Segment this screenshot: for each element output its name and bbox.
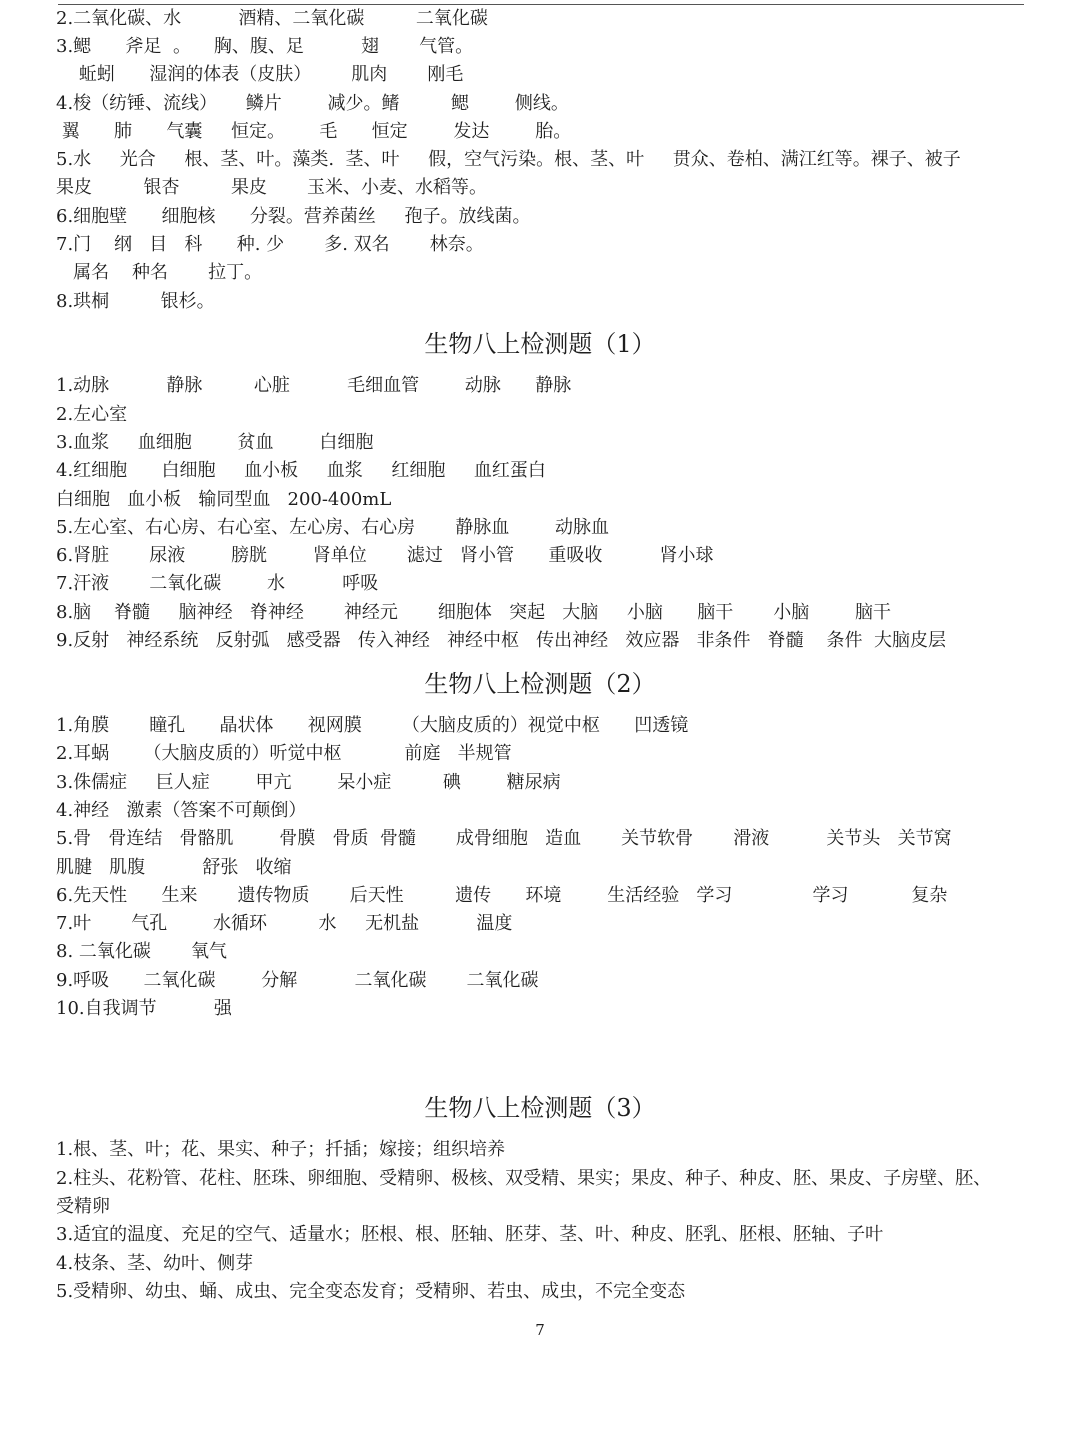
answer-line: 属名 种名 拉丁。 <box>56 262 263 283</box>
answer-line: 10.自我调节 强 <box>56 998 232 1019</box>
answer-line: 白细胞 血小板 输同型血 200-400mL <box>56 489 392 510</box>
answer-line: 6.肾脏 尿液 膀胱 肾单位 滤过 肾小管 重吸收 肾小球 <box>56 545 714 566</box>
answer-line: 5.左心室、右心房、右心室、左心房、右心房 静脉血 动脉血 <box>56 517 609 538</box>
answer-line: 翼 肺 气囊 恒定。 毛 恒定 发达 胎。 <box>56 121 572 142</box>
answer-line: 蚯蚓 湿润的体表（皮肤） 肌肉 刚毛 <box>56 64 464 85</box>
answer-line: 7.汗液 二氧化碳 水 呼吸 <box>56 573 379 594</box>
answer-line: 8.脑 脊髓 脑神经 脊神经 神经元 细胞体 突起 大脑 小脑 脑干 小脑 脑干 <box>56 602 892 623</box>
answer-line: 4.红细胞 白细胞 血小板 血浆 红细胞 血红蛋白 <box>56 460 546 481</box>
answer-line: 肌腱 肌腹 舒张 收缩 <box>56 857 292 878</box>
answer-line: 6.细胞壁 细胞核 分裂。营养菌丝 孢子。放线菌。 <box>56 206 531 227</box>
answer-line: 2.左心室 <box>56 404 128 425</box>
answer-line: 3.鳃 斧足 。 胸、腹、足 翅 气管。 <box>56 36 474 57</box>
section-heading-1: 生物八上检测题（1） <box>424 330 656 358</box>
answer-line: 7.叶 气孔 水循环 水 无机盐 温度 <box>56 913 513 934</box>
section-heading-3: 生物八上检测题（3） <box>424 1094 656 1122</box>
answer-line: 7.门 纲 目 科 种. 少 多. 双名 林奈。 <box>56 234 484 255</box>
answer-line: 5.水 光合 根、茎、叶。藻类. 茎、叶 假，空气污染。根、茎、叶 贯众、卷柏、满江红等。裸子、被子 <box>56 149 961 170</box>
answer-line: 受精卵 <box>56 1196 110 1217</box>
answer-line: 9.反射 神经系统 反射弧 感受器 传入神经 神经中枢 传出神经 效应器 非条件 脊髓 条件 大脑皮层 <box>56 630 946 651</box>
answer-line: 4.枝条、茎、幼叶、侧芽 <box>56 1253 254 1274</box>
top-rule <box>58 4 1024 5</box>
answer-line: 5.受精卵、幼虫、蛹、成虫、完全变态发育；受精卵、若虫、成虫，不完全变态 <box>56 1281 686 1302</box>
answer-line: 4.神经 激素（答案不可颠倒） <box>56 800 307 821</box>
answer-line: 1.动脉 静脉 心脏 毛细血管 动脉 静脉 <box>56 375 572 396</box>
answer-line: 8. 二氧化碳 氧气 <box>56 941 227 962</box>
answer-line: 2.二氧化碳、水 酒精、二氧化碳 二氧化碳 <box>56 8 488 29</box>
answer-line: 9.呼吸 二氧化碳 分解 二氧化碳 二氧化碳 <box>56 970 539 991</box>
answer-line: 果皮 银杏 果皮 玉米、小麦、水稻等。 <box>56 177 488 198</box>
answer-line: 4.梭（纺锤、流线） 鳞片 减少。鳍 鳃 侧线。 <box>56 93 569 114</box>
answer-line: 1.根、茎、叶；花、果实、种子；扦插；嫁接；组织培养 <box>56 1139 506 1160</box>
answer-line: 2.耳蜗 （大脑皮质的）听觉中枢 前庭 半规管 <box>56 743 512 764</box>
answer-line: 5.骨 骨连结 骨骼肌 骨膜 骨质 骨髓 成骨细胞 造血 关节软骨 滑液 关节头 关节窝 <box>56 828 952 849</box>
answer-line: 3.适宜的温度、充足的空气、适量水；胚根、根、胚轴、胚芽、茎、叶、种皮、胚乳、胚根、胚轴、子叶 <box>56 1224 884 1245</box>
answer-line: 3.血浆 血细胞 贫血 白细胞 <box>56 432 374 453</box>
page-number: 7 <box>535 1321 545 1339</box>
answer-line: 2.柱头、花粉管、花柱、胚珠、卵细胞、受精卵、极核、双受精、果实；果皮、种子、种皮、胚、果皮、子房壁、胚、 <box>56 1168 992 1189</box>
section-heading-2: 生物八上检测题（2） <box>424 670 656 698</box>
answer-line: 6.先天性 生来 遗传物质 后天性 遗传 环境 生活经验 学习 学习 复杂 <box>56 885 948 906</box>
answer-line: 1.角膜 瞳孔 晶状体 视网膜 （大脑皮质的）视觉中枢 凹透镜 <box>56 715 689 736</box>
answer-line: 8.珙桐 银杉。 <box>56 291 215 312</box>
answer-line: 3.侏儒症 巨人症 甲亢 呆小症 碘 糖尿病 <box>56 772 561 793</box>
